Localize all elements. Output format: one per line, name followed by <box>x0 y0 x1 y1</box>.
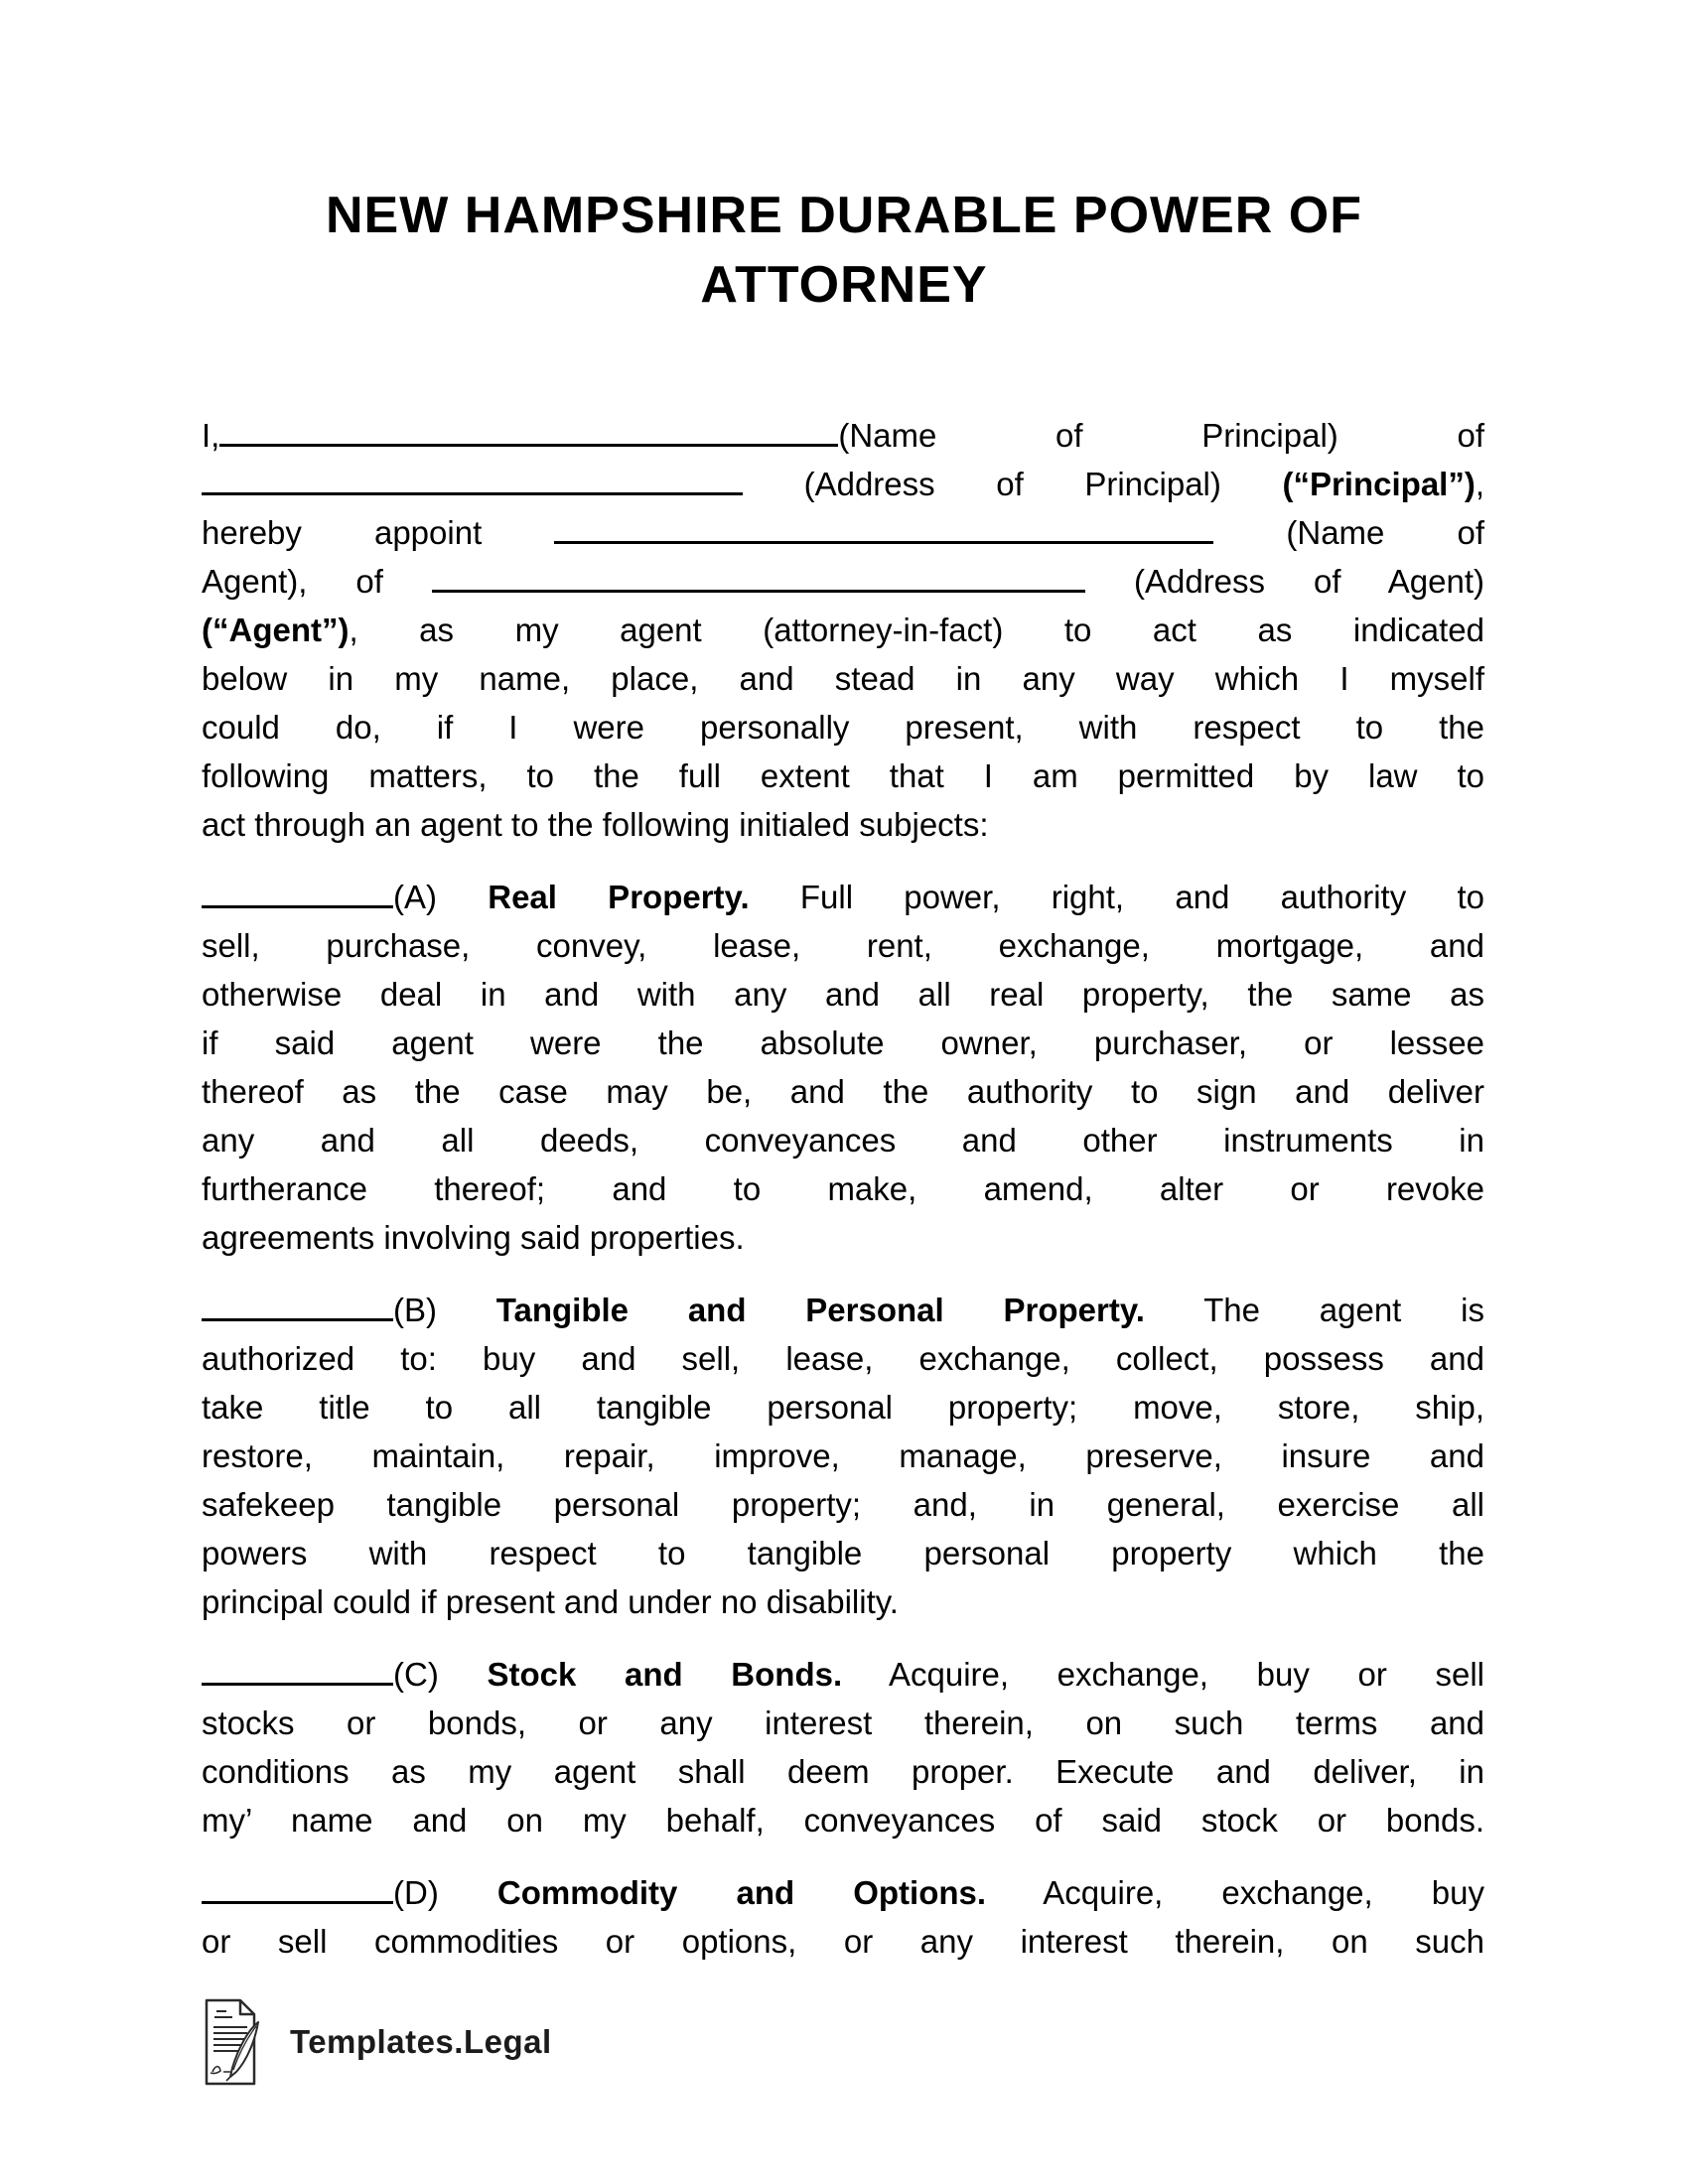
document-line: stocks or bonds, or any interest therein, on such terms and <box>202 1705 1484 1741</box>
bold-text: Tangible and Personal Property. <box>495 1292 1145 1328</box>
initials-blank-c <box>202 1665 393 1686</box>
document-line: act through an agent to the following initialed subjects: <box>202 806 989 843</box>
document-line: furtherance thereof; and to make, amend, alter or revoke <box>202 1170 1484 1207</box>
name-of-principal-blank <box>219 426 838 447</box>
bold-text: Stock and Bonds. <box>487 1656 843 1693</box>
document-quill-icon <box>203 1998 260 2086</box>
document-line: (C) Stock and Bonds. Acquire, exchange, buy or sell <box>202 1650 1484 1699</box>
document-line: (Address of Principal) (“Principal”), <box>202 460 1484 508</box>
initials-blank-a <box>202 887 393 908</box>
document-line: below in my name, place, and stead in any way which I myself <box>202 660 1484 697</box>
paragraph-tangible-and-personal-property <box>202 1286 1484 1626</box>
document-line: any and all deeds, conveyances and other instruments in <box>202 1122 1484 1159</box>
document-line: could do, if I were personally present, with respect to the <box>202 709 1484 746</box>
initials-blank-d <box>202 1883 393 1904</box>
document-line: (B) Tangible and Personal Property. The agent is <box>202 1286 1484 1334</box>
document-line: (D) Commodity and Options. Acquire, exchange, buy <box>202 1868 1484 1917</box>
templates-legal-logo <box>203 1998 552 2086</box>
document-line: hereby appoint (Name of <box>202 514 1484 551</box>
document-line: (“Agent”), as my agent (attorney-in-fact) to act as indicated <box>202 612 1484 648</box>
document-line: Agent), of (Address of Agent) <box>202 563 1485 600</box>
bold-text: (“Principal”) <box>1282 466 1476 502</box>
document-line: principal could if present and under no disability. <box>202 1583 899 1620</box>
document-line: my’ name and on my behalf, conveyances of said stock or bonds. <box>202 1802 1484 1839</box>
document-line: following matters, to the full extent that I am permitted by law to <box>202 757 1484 794</box>
address-of-principal-blank <box>202 475 743 495</box>
document-line: or sell commodities or options, or any interest therein, on such <box>202 1923 1484 1960</box>
paragraph-intro <box>202 411 1484 849</box>
bold-text: Commodity and Options. <box>496 1874 987 1911</box>
paragraph-stock-and-bonds <box>202 1650 1484 1844</box>
document-line: take title to all tangible personal property; move, store, ship, <box>202 1389 1484 1426</box>
document-line: otherwise deal in and with any and all real property, the same as <box>202 976 1484 1013</box>
name-of-agent-blank <box>554 523 1213 544</box>
document-line: thereof as the case may be, and the authority to sign and deliver <box>202 1073 1484 1110</box>
document-body <box>202 411 1484 1966</box>
document-line: sell, purchase, convey, lease, rent, exchange, mortgage, and <box>202 927 1484 964</box>
document-line: if said agent were the absolute owner, purchaser, or lessee <box>202 1024 1484 1061</box>
document-title: NEW HAMPSHIRE DURABLE POWER OF ATTORNEY <box>326 187 1362 314</box>
paragraph-real-property <box>202 873 1484 1262</box>
document-line: safekeep tangible personal property; and, in general, exercise all <box>202 1486 1484 1523</box>
initials-blank-b <box>202 1300 393 1321</box>
bold-text: Real Property. <box>488 879 750 915</box>
paragraph-commodity-and-options <box>202 1868 1484 1966</box>
document-line: powers with respect to tangible personal property which the <box>202 1535 1484 1571</box>
bold-text: (“Agent”) <box>202 612 350 648</box>
brand-name: Templates.Legal <box>290 2023 552 2060</box>
document-line: restore, maintain, repair, improve, manage, preserve, insure and <box>202 1437 1484 1474</box>
document-line: I, (Name of Principal) of <box>202 417 1484 454</box>
address-of-agent-blank <box>432 572 1085 593</box>
document-line: (A) Real Property. Full power, right, and authority to <box>202 873 1484 921</box>
document-line: authorized to: buy and sell, lease, exchange, collect, possess and <box>202 1340 1484 1377</box>
document-line: agreements involving said properties. <box>202 1219 745 1256</box>
document-line: conditions as my agent shall deem proper. Execute and deliver, in <box>202 1753 1484 1790</box>
